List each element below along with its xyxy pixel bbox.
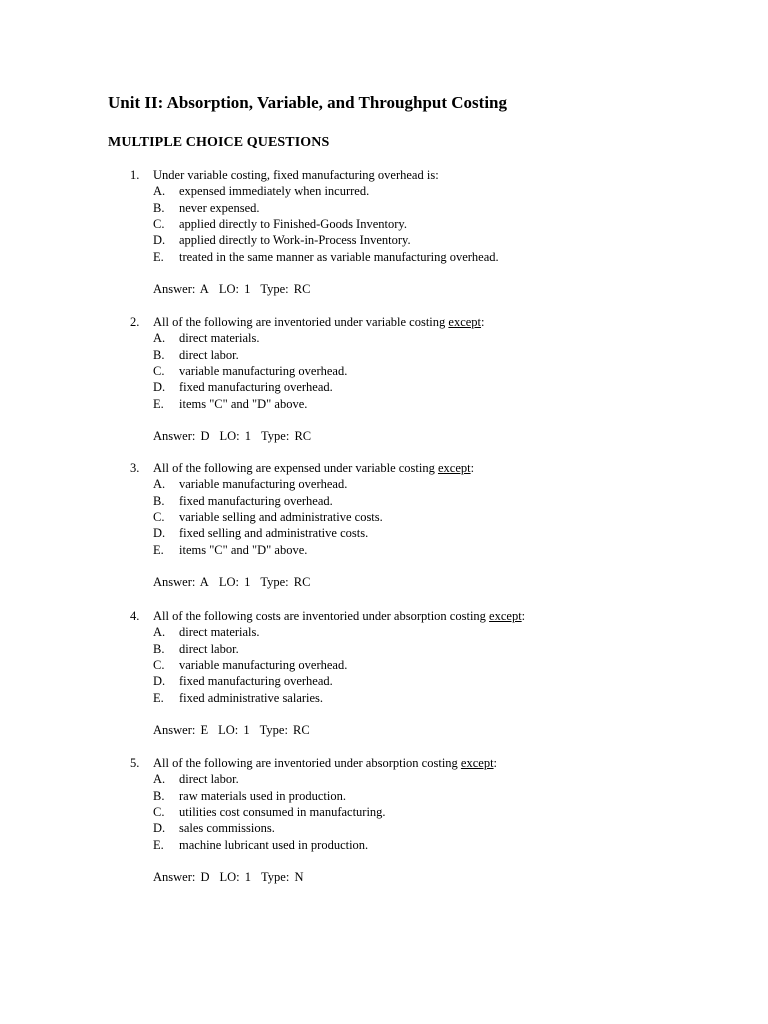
option-letter: A. bbox=[153, 184, 166, 199]
question-stem-emphasis: except bbox=[460, 756, 494, 770]
option-text: applied directly to Finished-Goods Inventory. bbox=[179, 216, 407, 231]
learning-objective: LO: 1 bbox=[219, 428, 252, 443]
option-letter: C. bbox=[153, 216, 165, 231]
option-text: direct labor. bbox=[179, 347, 239, 362]
option-letter: B. bbox=[153, 788, 165, 803]
question-stem-text: All of the following are inventoried under absorption costing bbox=[153, 756, 461, 770]
question-stem-emphasis: except bbox=[437, 461, 471, 475]
answer-key: Answer: A bbox=[153, 574, 209, 589]
question-stem-tail: : bbox=[493, 756, 498, 770]
option-letter: C. bbox=[153, 509, 165, 524]
question-number: 2. bbox=[130, 315, 140, 329]
option-text: items "C" and "D" above. bbox=[179, 542, 308, 557]
question-number: 1. bbox=[130, 168, 140, 182]
question-stem-tail: : bbox=[481, 315, 485, 329]
option-letter: E. bbox=[153, 690, 164, 705]
question-type: Type: RC bbox=[261, 428, 312, 443]
option-letter: C. bbox=[153, 804, 165, 819]
option-text: direct labor. bbox=[179, 772, 239, 787]
question-number: 3. bbox=[130, 461, 140, 475]
answer-line bbox=[153, 281, 310, 297]
option-letter: A. bbox=[153, 331, 166, 346]
document-title: Unit II: Absorption, Variable, and Throughput Costing bbox=[108, 93, 508, 112]
question-stem-tail: : bbox=[521, 609, 526, 623]
option-text: variable selling and administrative costs. bbox=[179, 509, 383, 524]
option-text: machine lubricant used in production. bbox=[179, 837, 369, 852]
option-letter: D. bbox=[153, 380, 166, 395]
option-letter: D. bbox=[153, 674, 166, 689]
option-text: expensed immediately when incurred. bbox=[179, 184, 370, 199]
learning-objective: LO: 1 bbox=[218, 574, 251, 589]
option-text: items "C" and "D" above. bbox=[179, 396, 308, 411]
option-letter: B. bbox=[153, 493, 165, 508]
learning-objective: LO: 1 bbox=[218, 281, 251, 296]
question-stem-emphasis: except bbox=[489, 609, 522, 623]
question-number: 4. bbox=[130, 609, 140, 623]
option-letter: B. bbox=[153, 641, 165, 656]
question-stem-text: All of the following are inventoried under variable costing bbox=[153, 315, 449, 329]
option-letter: A. bbox=[153, 625, 166, 640]
option-letter: A. bbox=[153, 477, 166, 492]
answer-line bbox=[153, 428, 311, 444]
section-heading: MULTIPLE CHOICE QUESTIONS bbox=[108, 135, 330, 150]
option-text: utilities cost consumed in manufacturing. bbox=[179, 804, 386, 819]
answer-line bbox=[153, 574, 310, 590]
option-text: fixed manufacturing overhead. bbox=[179, 380, 333, 395]
option-text: sales commissions. bbox=[179, 821, 275, 836]
question-number: 5. bbox=[130, 756, 140, 770]
question-stem-text: Under variable costing, fixed manufacturing overhead is: bbox=[153, 168, 439, 182]
option-text: direct labor. bbox=[179, 641, 239, 656]
option-letter: E. bbox=[153, 837, 164, 852]
option-text: never expensed. bbox=[179, 200, 260, 215]
question-stem bbox=[153, 608, 525, 624]
option-text: variable manufacturing overhead. bbox=[179, 477, 348, 492]
option-text: fixed manufacturing overhead. bbox=[179, 674, 333, 689]
answer-key: Answer: D bbox=[153, 869, 210, 884]
option-text: treated in the same manner as variable manufacturing overhead. bbox=[179, 249, 499, 264]
option-letter: E. bbox=[153, 542, 164, 557]
question-stem bbox=[153, 314, 485, 330]
question-type: Type: RC bbox=[260, 574, 311, 589]
option-letter: B. bbox=[153, 200, 165, 215]
answer-line bbox=[153, 722, 310, 738]
option-letter: E. bbox=[153, 396, 164, 411]
answer-key: Answer: E bbox=[153, 722, 209, 737]
question-stem bbox=[153, 167, 439, 183]
option-text: fixed selling and administrative costs. bbox=[179, 526, 369, 541]
option-text: direct materials. bbox=[179, 331, 260, 346]
option-letter: A. bbox=[153, 772, 166, 787]
option-text: fixed manufacturing overhead. bbox=[179, 493, 333, 508]
option-text: variable manufacturing overhead. bbox=[179, 363, 348, 378]
option-letter: C. bbox=[153, 363, 165, 378]
question-stem-text: All of the following are expensed under variable costing bbox=[153, 461, 438, 475]
question-stem-emphasis: except bbox=[448, 315, 482, 329]
option-letter: D. bbox=[153, 233, 166, 248]
option-letter: C. bbox=[153, 657, 165, 672]
question-type: Type: RC bbox=[259, 722, 310, 737]
answer-key: Answer: A bbox=[153, 281, 209, 296]
question-type: Type: RC bbox=[260, 281, 311, 296]
option-text: variable manufacturing overhead. bbox=[179, 657, 348, 672]
question-type: Type: N bbox=[261, 869, 304, 884]
option-text: direct materials. bbox=[179, 625, 260, 640]
option-letter: D. bbox=[153, 526, 166, 541]
option-letter: B. bbox=[153, 347, 165, 362]
option-text: applied directly to Work-in-Process Inventory. bbox=[179, 233, 411, 248]
answer-line bbox=[153, 869, 303, 885]
option-text: fixed administrative salaries. bbox=[179, 690, 324, 705]
question-stem-tail: : bbox=[470, 461, 475, 475]
question-stem bbox=[153, 460, 474, 476]
answer-key: Answer: D bbox=[153, 428, 210, 443]
question-stem-text: All of the following costs are inventoried under absorption costing bbox=[153, 609, 490, 623]
learning-objective: LO: 1 bbox=[219, 869, 252, 884]
learning-objective: LO: 1 bbox=[218, 722, 250, 737]
option-letter: D. bbox=[153, 821, 166, 836]
option-letter: E. bbox=[153, 249, 164, 264]
question-stem bbox=[153, 755, 497, 771]
option-text: raw materials used in production. bbox=[179, 788, 346, 803]
